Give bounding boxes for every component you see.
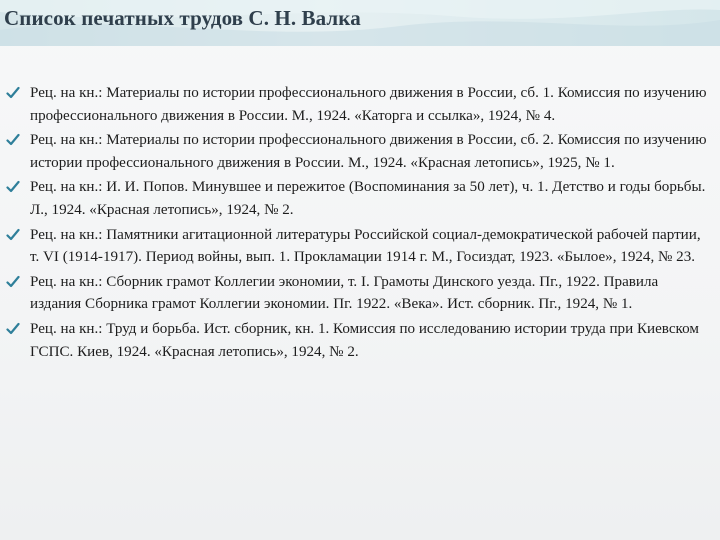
list-item-text: Рец. на кн.: Сборник грамот Коллегии экономии, т. I. Грамоты Динского уезда. Пг., 1922. Правила издания Сборника грамот Коллегии экономии. Пг. 1922. «Века». Ист. сборник. Пг., 1924, № 1. (30, 273, 659, 313)
list-item (6, 318, 712, 363)
checkmark-icon (6, 86, 20, 100)
checkmark-icon (6, 322, 20, 336)
list-item-text: Рец. на кн.: Труд и борьба. Ист. сборник, кн. 1. Комиссия по исследованию истории труда при Киевском ГСПС. Киев, 1924. «Красная летопись», 1924, № 2. (30, 320, 699, 360)
checkmark-icon (6, 133, 20, 147)
list-item-text: Рец. на кн.: Памятники агитационной литературы Российской социал-демократической рабочей партии, т. VI (1914-1917). Период войны, вып. 1. Прокламации 1914 г. М., Госиздат, 1923. «Былое», 1924, № 23. (30, 226, 701, 266)
slide-title: Список печатных трудов С. Н. Валка (4, 6, 361, 30)
checkmark-icon (6, 180, 20, 194)
publications-list (6, 82, 712, 365)
list-item-text: Рец. на кн.: И. И. Попов. Минувшее и пережитое (Воспоминания за 50 лет), ч. 1. Детство и годы борьбы. Л., 1924. «Красная летопись», 1924, № 2. (30, 179, 706, 218)
list-item-text: Рец. на кн.: Материалы по истории профессионального движения в России, сб. 2. Комиссия по изучению истории профессионального движения в России. М., 1924. «Красная летопись», 1925, № 1. (30, 132, 707, 171)
checkmark-icon (6, 275, 20, 289)
list-item (6, 176, 712, 221)
list-item-text: Рец. на кн.: Материалы по истории профессионального движения в России, сб. 1. Комиссия по изучению профессионального движения в России. М., 1924. «Каторга и ссылка», 1924, № 4. (30, 85, 707, 124)
title-banner (0, 0, 720, 46)
list-item (6, 271, 712, 316)
list-item (6, 224, 712, 269)
list-item (6, 82, 712, 127)
list-item (6, 129, 712, 174)
checkmark-icon (6, 228, 20, 242)
